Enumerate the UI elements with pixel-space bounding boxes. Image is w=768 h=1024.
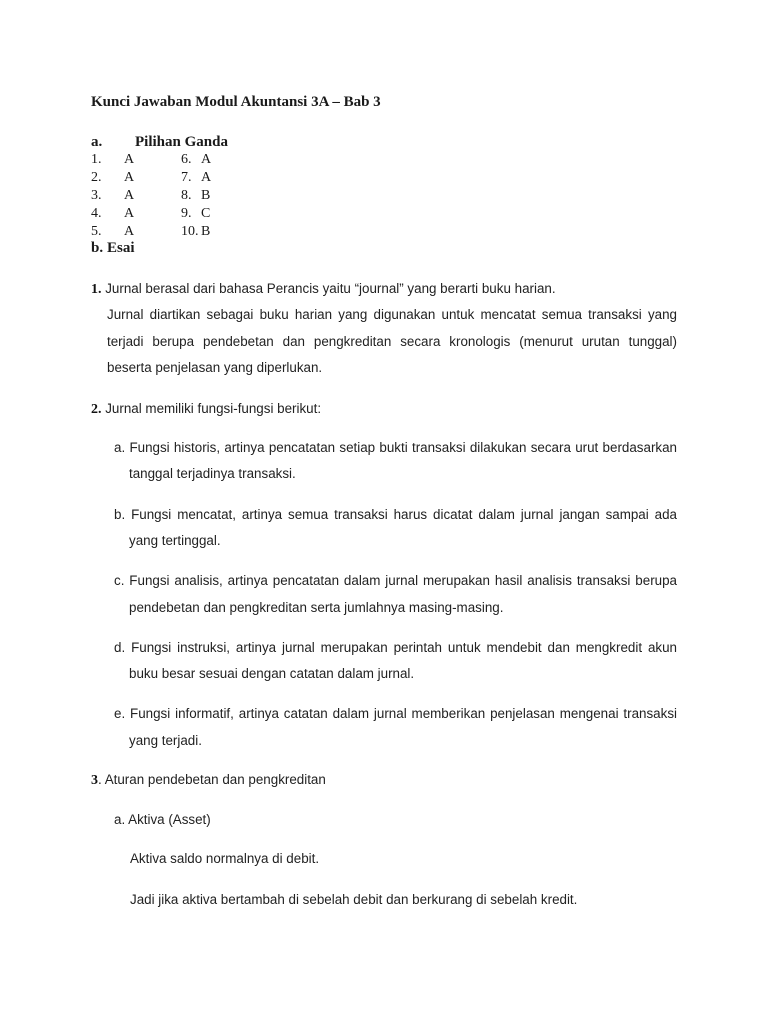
- question-3-line: Aktiva saldo normalnya di debit.: [130, 851, 320, 866]
- question-3-line: Jadi jika aktiva bertambah di sebelah debit dan berkurang di sebelah kredit.: [130, 892, 578, 907]
- section-b-heading: [91, 240, 135, 257]
- question-3-intro: [91, 772, 326, 789]
- section-b-letter: b.: [91, 240, 104, 256]
- function-item-line: yang tertinggal.: [129, 533, 221, 548]
- function-item-line: pendebetan dan pengkreditan serta jumlahnya masing-masing.: [129, 600, 504, 615]
- answer-number: 5.: [91, 224, 102, 239]
- answer-number: 3.: [91, 188, 102, 203]
- section-b-title: Esai: [107, 240, 135, 256]
- function-item-line: yang terjadi.: [129, 733, 202, 748]
- answer-number: 8.: [181, 188, 192, 203]
- answer-value: A: [201, 152, 212, 167]
- answer-value: B: [201, 188, 211, 203]
- function-item-line: c. Fungsi analisis, artinya pencatatan dalam jurnal merupakan hasil analisis transaksi berupa: [114, 573, 677, 588]
- answer-number: 1.: [91, 152, 102, 167]
- answer-number: 10.: [181, 224, 199, 239]
- function-item-line: d. Fungsi instruksi, artinya jurnal merupakan perintah untuk mendebit dan mengkredit akun: [114, 640, 677, 655]
- answer-value: A: [124, 152, 135, 167]
- question-2-intro: [91, 401, 321, 418]
- answer-number: 4.: [91, 206, 102, 221]
- function-item-line: buku besar sesuai dengan catatan dalam jurnal.: [129, 666, 415, 681]
- question-1-intro: [91, 281, 556, 298]
- answer-value: A: [201, 170, 212, 185]
- answer-value: A: [124, 224, 135, 239]
- answer-value: B: [201, 224, 211, 239]
- function-item-line: e. Fungsi informatif, artinya catatan dalam jurnal memberikan penjelasan mengenai transaksi: [114, 706, 677, 721]
- answer-number: 6.: [181, 152, 192, 167]
- section-a-heading: [91, 134, 228, 151]
- answer-value: A: [124, 188, 135, 203]
- question-3-number: 3: [91, 773, 98, 788]
- function-item-line: a. Fungsi historis, artinya pencatatan setiap bukti transaksi dilakukan secara urut berdasarkan: [114, 440, 677, 455]
- question-1-number: 1.: [91, 282, 102, 297]
- function-item-line: b. Fungsi mencatat, artinya semua transaksi harus dicatat dalam jurnal jangan sampai ada: [114, 507, 677, 522]
- answer-number: 9.: [181, 206, 192, 221]
- question-3-intro-text: . Aturan pendebetan dan pengkreditan: [98, 772, 326, 787]
- function-item-line: tanggal terjadinya transaksi.: [129, 466, 296, 481]
- question-2-intro-text: Jurnal memiliki fungsi-fungsi berikut:: [105, 401, 322, 416]
- answer-value: A: [124, 206, 135, 221]
- document-title: Kunci Jawaban Modul Akuntansi 3A – Bab 3: [91, 94, 381, 110]
- answer-number: 7.: [181, 170, 192, 185]
- answer-value: C: [201, 206, 211, 221]
- section-a-title: Pilihan Ganda: [135, 134, 228, 150]
- answer-number: 2.: [91, 170, 102, 185]
- question-1-paragraph-line: Jurnal diartikan sebagai buku harian yang digunakan untuk mencatat semua transaksi yang: [107, 307, 677, 322]
- question-1-paragraph-line: terjadi berupa pendebetan dan pengkreditan secara kronologis (menurut urutan tunggal): [107, 334, 677, 349]
- answer-value: A: [124, 170, 135, 185]
- question-2-number: 2.: [91, 402, 102, 417]
- section-a-letter: a.: [91, 134, 103, 150]
- question-1-intro-text: Jurnal berasal dari bahasa Perancis yaitu “journal” yang berarti buku harian.: [105, 281, 556, 296]
- question-1-paragraph-line: beserta penjelasan yang diperlukan.: [107, 360, 323, 375]
- question-3-subheading: a. Aktiva (Asset): [114, 812, 211, 827]
